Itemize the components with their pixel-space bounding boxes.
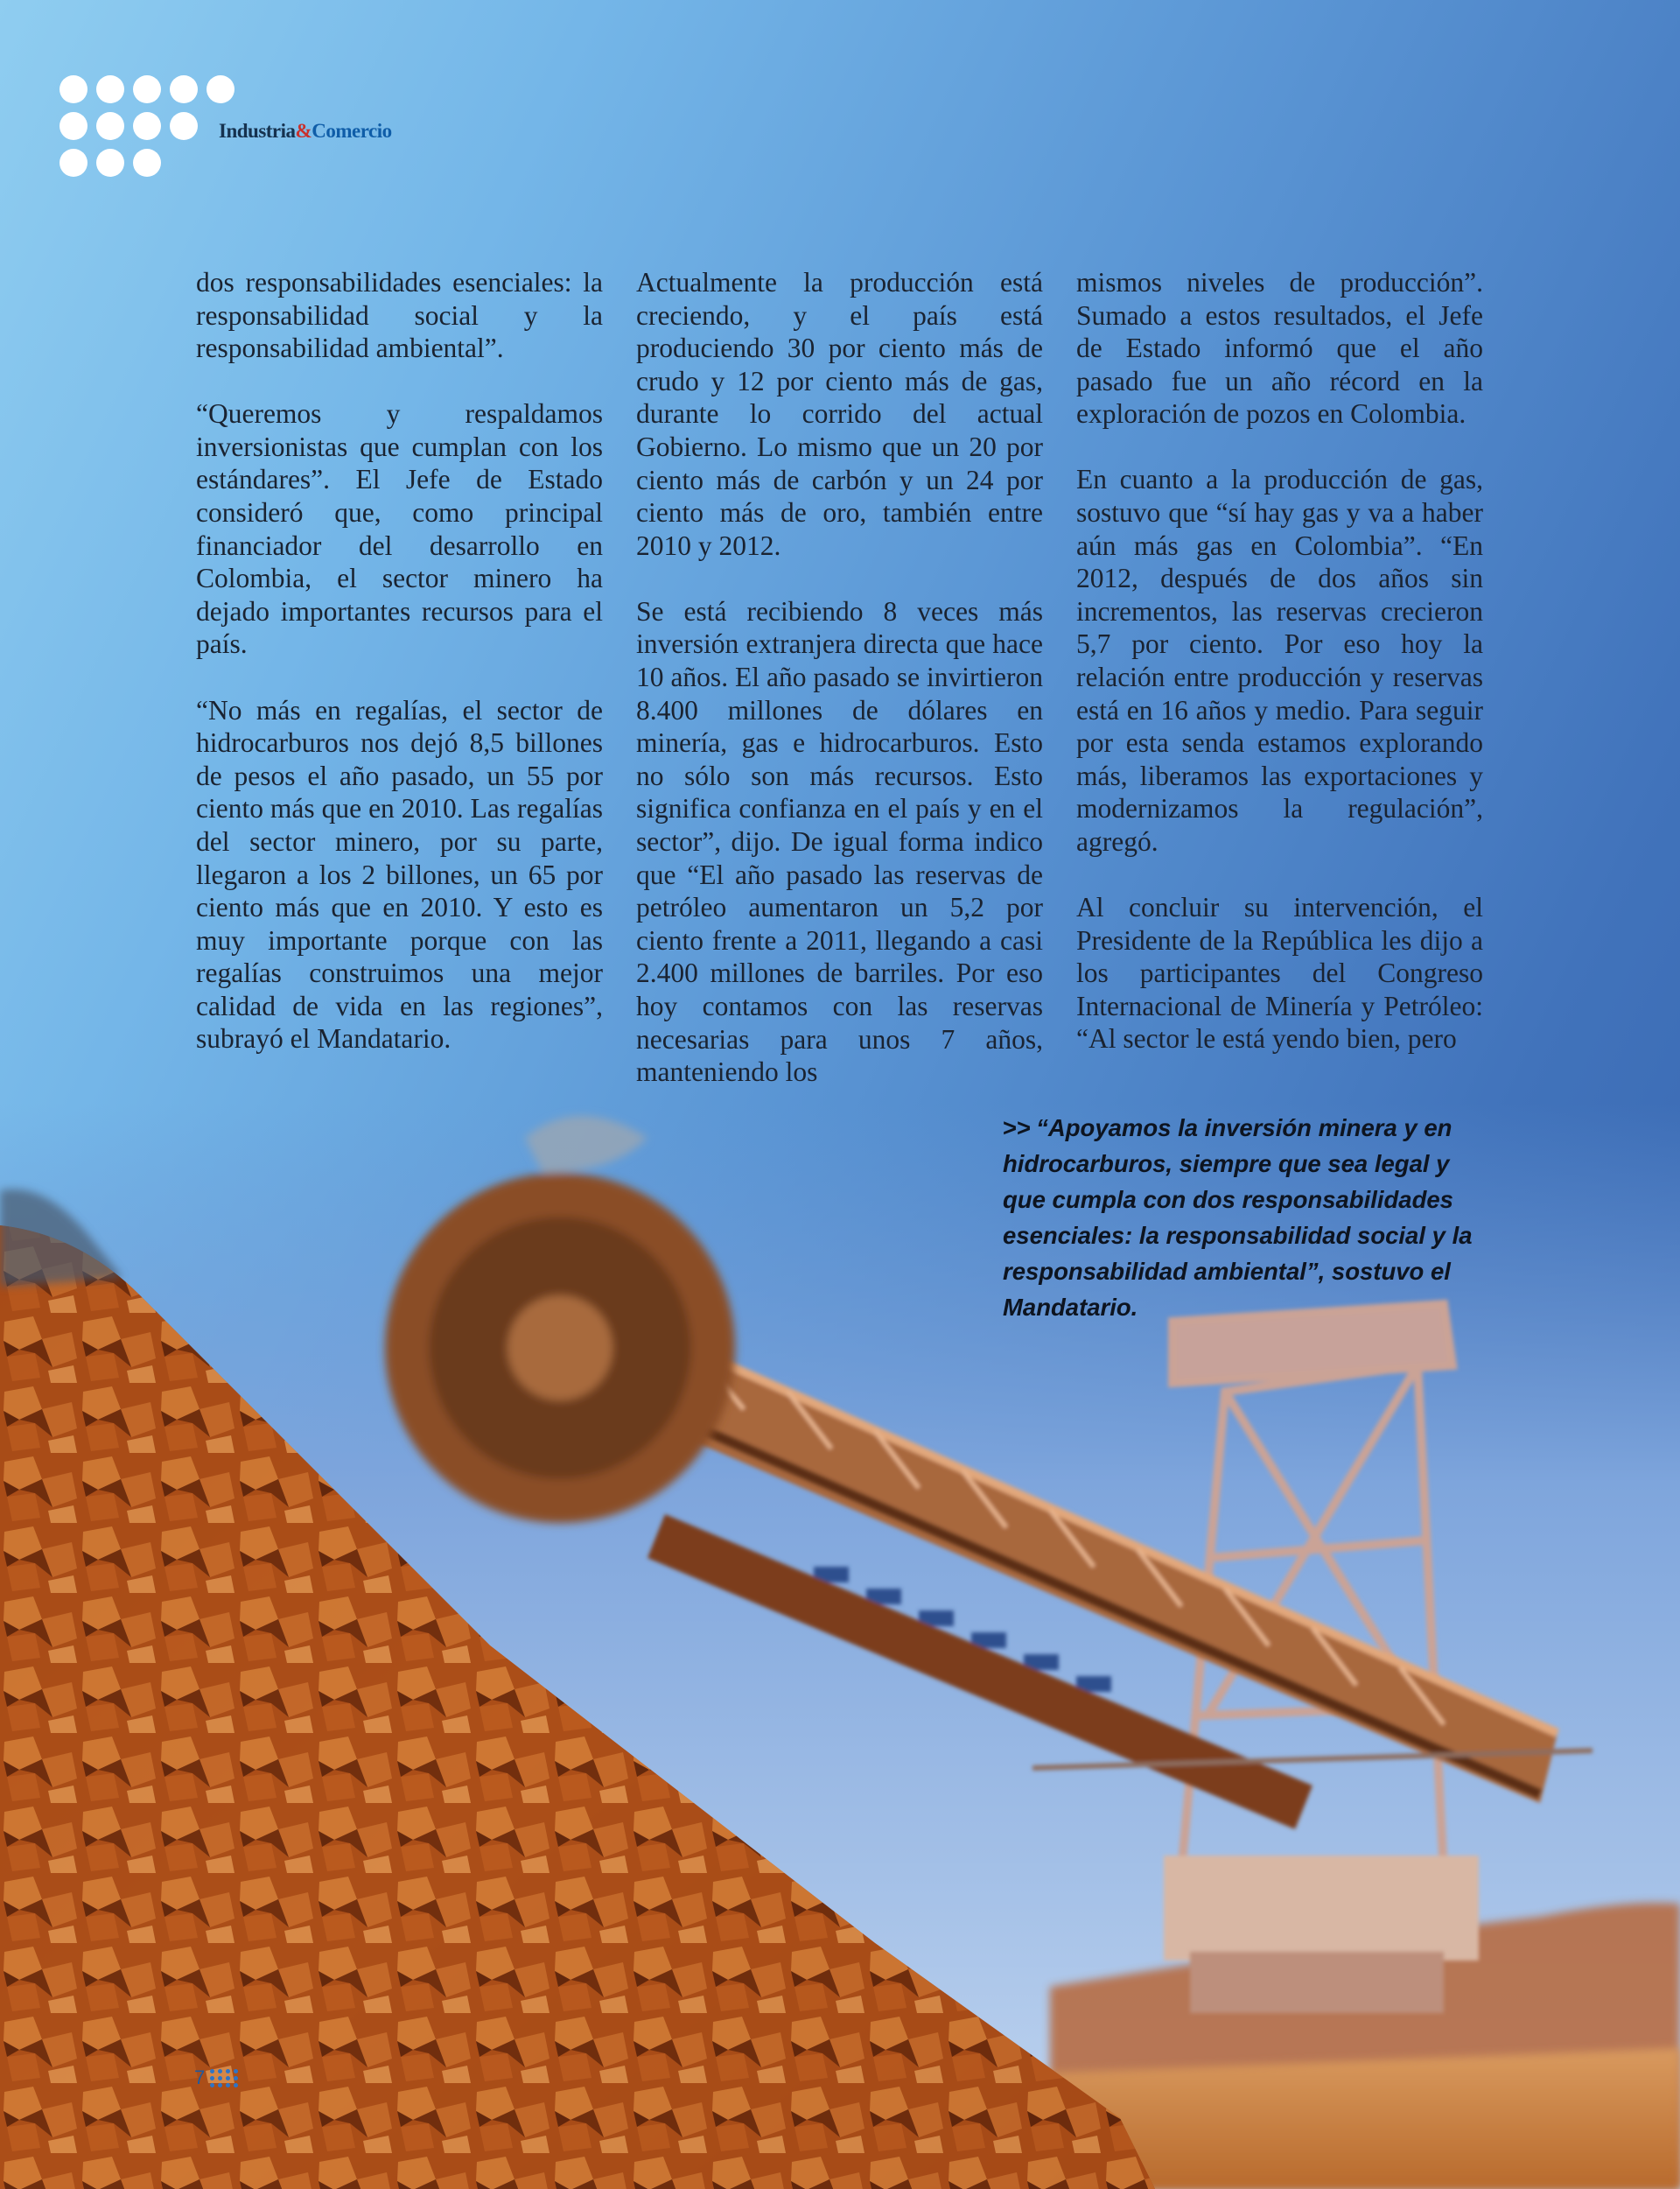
paragraph: dos responsabilidades esenciales: la responsabilidad social y la responsabilidad ambiental”.	[196, 267, 603, 364]
brand-industria: Industria	[219, 120, 296, 142]
pull-quote-text: “Apoyamos la inversión minera y en hidrocarburos, siempre que sea legal y que cumpla con dos responsabilidades esenciales: la responsabilidad social y la responsabilidad ambiental”, sostuvo el Mandatario.	[1003, 1114, 1473, 1321]
logo-dots	[60, 75, 234, 186]
folio-dots-icon	[210, 2069, 239, 2087]
article-column-3	[1076, 266, 1483, 1089]
paragraph: “Queremos y respaldamos inversionistas que cumplan con los estándares”. El Jefe de Estado consideró que, como principal financiador del desarrollo en Colombia, el sector minero ha dejado importantes recursos para el país.	[196, 398, 603, 660]
paragraph: “No más en regalías, el sector de hidrocarburos nos dejó 8,5 billones de pesos el año pasado, un 55 por ciento más que en 2010. Las regalías del sector minero, por su parte, llegaron a los 2 billones, un 65 por ciento más que en 2010. Y esto es muy importante porque con las regalías construimos una mejor calidad de vida en las regiones”, subrayó el Mandatario.	[196, 694, 603, 1055]
paragraph: En cuanto a la producción de gas, sostuvo que “sí hay gas y va a haber aún más gas en Colombia”. “En 2012, después de dos años sin incrementos, las reservas crecieron 5,7 por ciento. Por eso hoy la relación entre producción y reservas está en 16 años y medio. Para seguir por esta senda estamos explorando más, liberamos las exportaciones y modernizamos la regulación”, agregó.	[1076, 464, 1483, 857]
paragraph: Se está recibiendo 8 veces más inversión extranjera directa que hace 10 años. El año pasado se invirtieron 8.400 millones de dólares en minería, gas e hidrocarburos. Esto no sólo son más recursos. Esto significa confianza en el país y en el sector”, dijo. De igual forma indico que “El año pasado las reservas de petróleo aumentaron un 5,2 por ciento frente a 2011, llegando a casi 2.400 millones de barriles. Por eso hoy contamos con las reservas necesarias para unos 7 años, manteniendo los	[636, 595, 1043, 1088]
paragraph: Al concluir su intervención, el Presidente de la República les dijo a los participantes del Congreso Internacional de Minería y Petróleo: “Al sector le está yendo bien, pero	[1076, 892, 1483, 1055]
paragraph: mismos niveles de producción”. Sumado a estos resultados, el Jefe de Estado informó que el año pasado fue un año récord en la exploración de pozos en Colombia.	[1076, 267, 1483, 430]
pull-quote	[1003, 1110, 1493, 1325]
quote-arrow-icon: >>	[1003, 1114, 1032, 1141]
brand-ampersand: &	[295, 120, 312, 142]
article-column-2	[636, 266, 1043, 1089]
magazine-logo	[219, 120, 392, 143]
paragraph: Actualmente la producción está creciendo, y el país está produciendo 30 por ciento más de crudo y 12 por ciento más de gas, durante lo corrido del actual Gobierno. Lo mismo que un 20 por ciento más de carbón y un 24 por ciento más de oro, también entre 2010 y 2012.	[636, 267, 1043, 561]
page-number	[194, 2066, 239, 2089]
article-column-1	[196, 266, 603, 1089]
brand-comercio: Comercio	[312, 120, 392, 142]
page-number-text: 7	[194, 2066, 206, 2088]
article-body	[196, 266, 1484, 1089]
